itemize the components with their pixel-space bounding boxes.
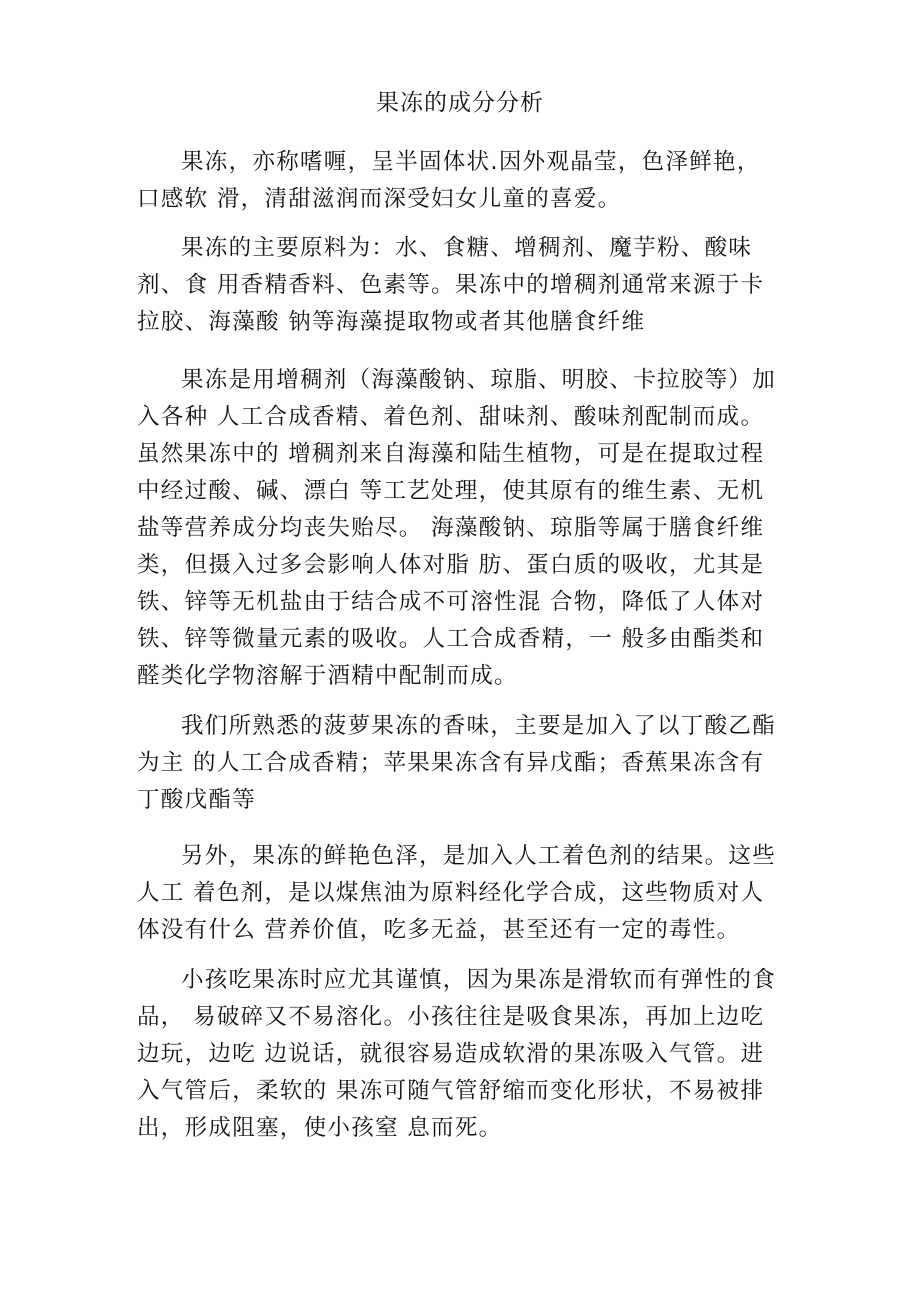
text-line: 入气管后，柔软的 果冻可随气管舒缩而变化形状，不易被排 xyxy=(137,1078,765,1104)
text-line: 拉胶、海藻酸 钠等海藻提取物或者其他膳食纤维 xyxy=(137,309,646,335)
paragraph-thickener xyxy=(137,362,777,695)
text-line: 中经过酸、碱、漂白 等工艺处理，使其原有的维生素、无机 xyxy=(137,478,765,504)
paragraph-intro xyxy=(137,144,777,218)
paragraph-flavor xyxy=(137,708,777,819)
text-line: 丁酸戊酯等 xyxy=(137,787,257,813)
document-title: 果冻的成分分析 xyxy=(376,90,544,116)
text-line: 小孩吃果冻时应尤其谨慎，因为果冻是滑软而有弹性的食 xyxy=(181,967,777,993)
text-line: 体没有什么 营养价值，吃多无益，甚至还有一定的毒性。 xyxy=(137,917,741,943)
text-line: 边玩，边吃 边说话，就很容易造成软滑的果冻吸入气管。进 xyxy=(137,1041,765,1067)
text-line: 盐等营养成分均丧失贻尽。 海藻酸钠、琼脂等属于膳食纤维 xyxy=(137,515,765,541)
text-line: 品， 易破碎又不易溶化。小孩往往是吸食果冻，再加上边吃 xyxy=(137,1004,765,1030)
text-line: 入各种 人工合成香精、着色剂、甜味剂、酸味剂配制而成。 xyxy=(137,404,765,430)
text-line: 类，但摄入过多会影响人体对脂 肪、蛋白质的吸收，尤其是 xyxy=(137,552,765,578)
text-line: 出，形成阻塞，使小孩窒 息而死。 xyxy=(137,1115,503,1141)
paragraph-colorant xyxy=(137,838,777,949)
text-line: 我们所熟悉的菠萝果冻的香味，主要是加入了以丁酸乙酯 xyxy=(181,713,777,739)
text-line: 虽然果冻中的 增稠剂来自海藻和陆生植物，可是在提取过程 xyxy=(137,441,765,467)
text-line: 剂、食 用香精香料、色素等。果冻中的增稠剂通常来源于卡 xyxy=(137,272,765,298)
text-line: 为主 的人工合成香精；苹果果冻含有异戊酯；香蕉果冻含有 xyxy=(137,750,765,776)
text-line: 铁、锌等无机盐由于结合成不可溶性混 合物，降低了人体对 xyxy=(137,589,765,615)
text-line: 口感软 滑，清甜滋润而深受妇女儿童的喜爱。 xyxy=(137,186,622,212)
text-line: 醛类化学物溶解于酒精中配制而成。 xyxy=(137,663,518,689)
text-line: 果冻，亦称嗜喱，呈半固体状.因外观晶莹，色泽鲜艳， xyxy=(181,149,761,175)
text-line: 另外，果冻的鲜艳色泽，是加入人工着色剂的结果。这些 xyxy=(181,843,777,869)
text-line: 果冻的主要原料为：水、食糖、增稠剂、魔芋粉、酸味 xyxy=(181,235,753,261)
paragraph-child-safety xyxy=(137,962,777,1147)
text-line: 果冻是用增稠剂（海藻酸钠、琼脂、明胶、卡拉胶等）加 xyxy=(181,367,777,393)
paragraph-ingredients xyxy=(137,230,777,341)
text-line: 人工 着色剂，是以煤焦油为原料经化学合成，这些物质对人 xyxy=(137,880,765,906)
text-line: 铁、锌等微量元素的吸收。人工合成香精，一 般多由酯类和 xyxy=(137,626,765,652)
